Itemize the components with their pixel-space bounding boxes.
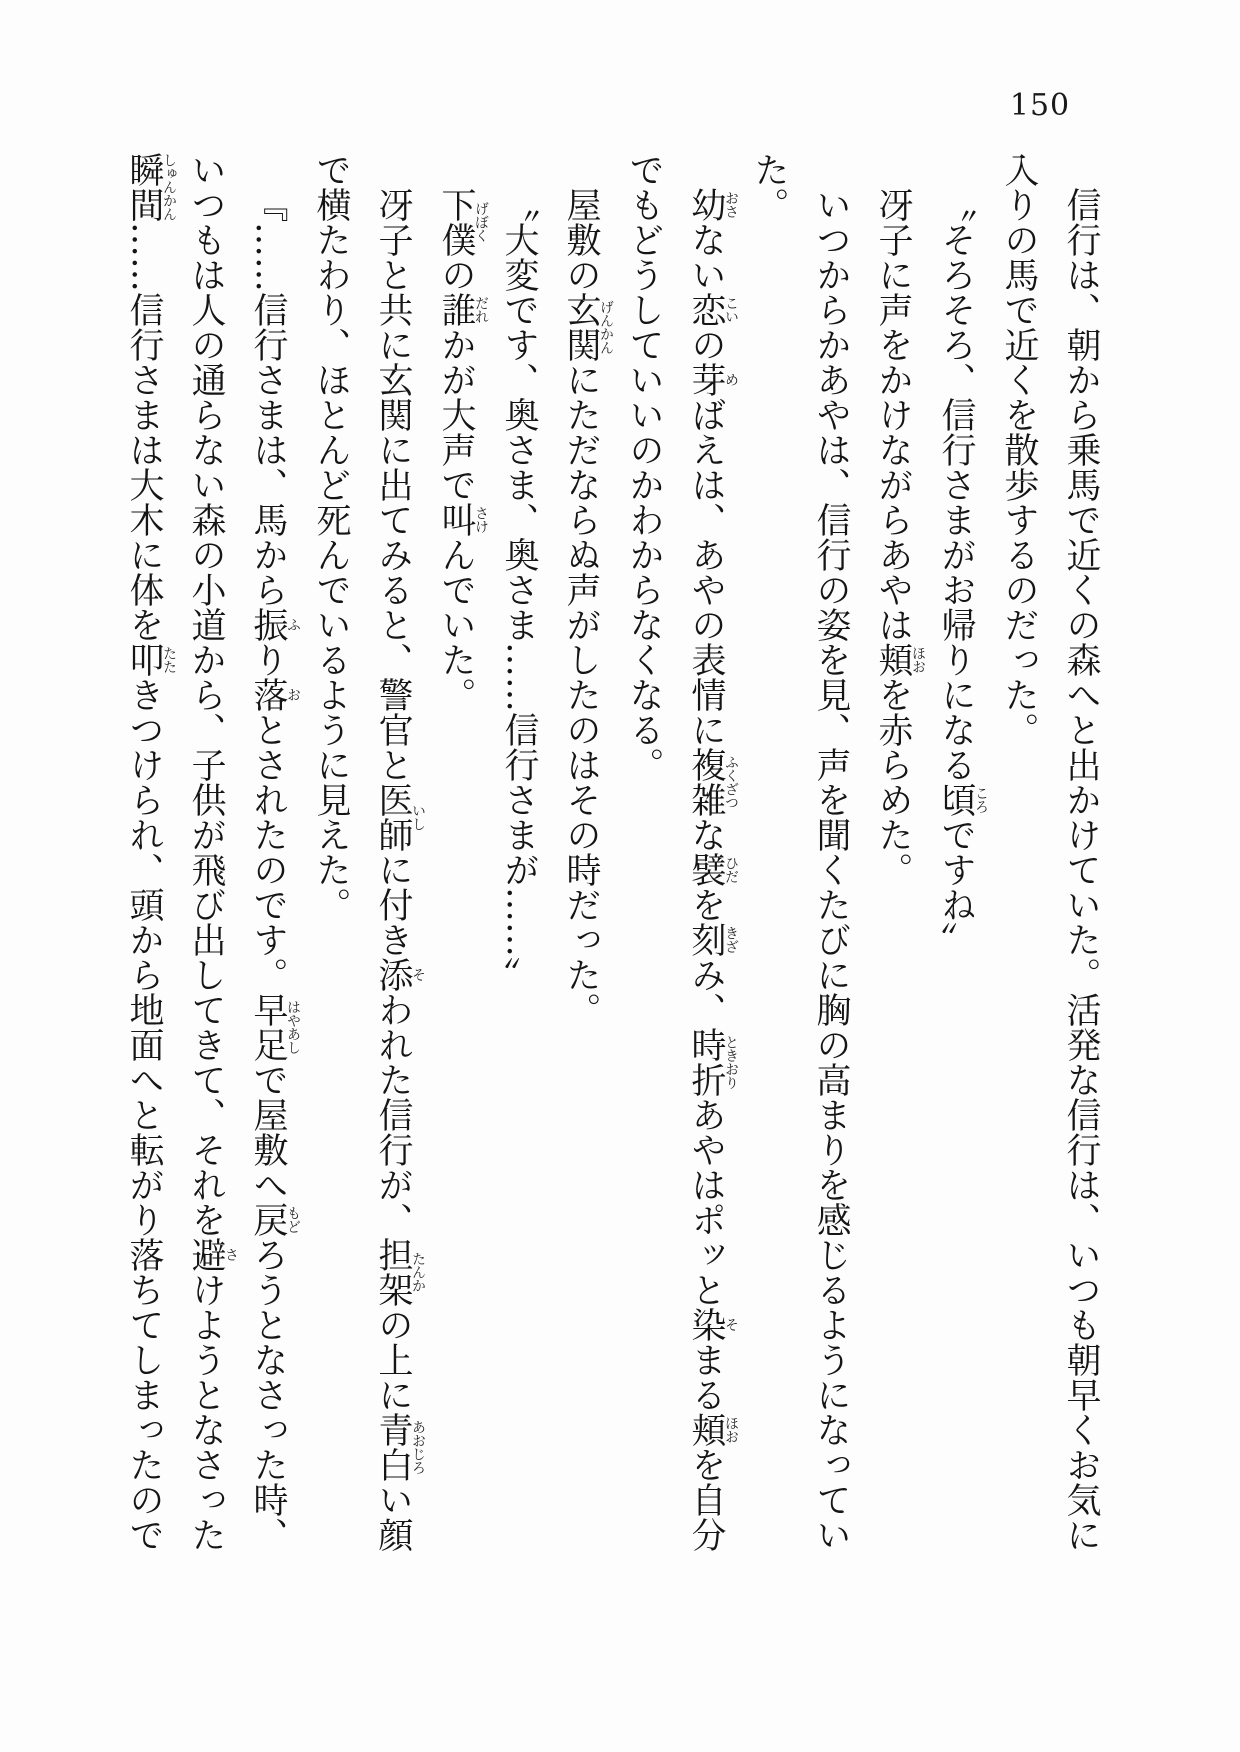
paragraph-2: 〝そろそろ、信行さまがお帰りになる頃ころですね〞 <box>936 187 989 957</box>
paragraph-7: 〝大変です、奥さま、奥さま……信行さまが……〞 <box>499 187 539 992</box>
paragraph-1: 信行は、朝から乗馬で近くの森へと出かけていた。活発な信行は、いつも朝早くお気に入りの馬で近くを散歩するのだった。 <box>999 152 1101 1552</box>
paragraph-5: 幼おさない恋こいの芽めばえは、あやの表情に複雑ふくざつな襞ひだを刻きざみ、時折ときおりあやはポッと染そまる頬ほおを自分でもどうしていいのかわからなくなる。 <box>624 152 739 1552</box>
paragraph-4: いつからかあやは、信行の姿を見、声を聞くたびに胸の高まりを感じるようになっていた。 <box>749 152 851 1552</box>
page-number: 150 <box>1009 88 1071 123</box>
vertical-text-block <box>113 152 1112 1562</box>
paragraph-10: 『……信行さまは、馬から振ふり落おとされたのです。早足はやあしで屋敷へ戻もどろうとなさった時、いつもは人の通らない森の小道から、子供が飛び出してきて、それを避さけようとなさった瞬間しゅんかん……信行さまは大木に体を叩たたきつけられ、頭から地面へと転がり落ちてしまったので <box>124 152 301 1552</box>
paragraph-9: 冴子と共に玄関に出てみると、警官と医師いしに付き添そわれた信行が、担架たんかの上に青白あおじろい顔で横たわり、ほとんど死んでいるように見えた。 <box>311 152 426 1552</box>
paragraph-6: 屋敷の玄関げんかんにただならぬ声がしたのはその時だった。 <box>561 187 614 1027</box>
paragraph-3: 冴子に声をかけながらあやは頬ほおを赤らめた。 <box>873 187 926 887</box>
paragraph-8: 下僕げぼくの誰だれかが大声で叫さけんでいた。 <box>436 187 489 712</box>
